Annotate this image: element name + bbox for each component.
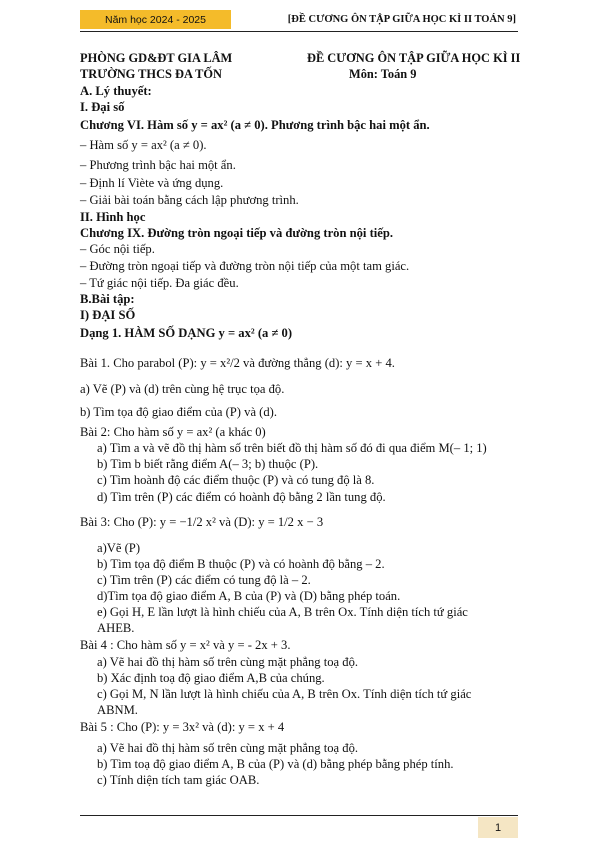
chapter-9-heading: Chương IX. Đường tròn ngoại tiếp và đường tròn nội tiếp.	[80, 226, 393, 240]
theory-item: – Góc nội tiếp.	[80, 242, 155, 256]
exercise-2-statement: Bài 2: Cho hàm số y = ax² (a khác 0)	[80, 425, 266, 439]
exercise-item: a) Tìm a và vẽ đồ thị hàm số trên biết đồ thị hàm số đó đi qua điểm M(– 1; 1)	[97, 441, 487, 455]
exercise-1-statement: Bài 1. Cho parabol (P): y = x²/2 và đường thẳng (d): y = x + 4.	[80, 356, 395, 370]
section-exercises-heading: B.Bài tập:	[80, 292, 135, 306]
document-title: ĐỀ CƯƠNG ÔN TẬP GIỮA HỌC KÌ II	[307, 51, 521, 65]
form-1-heading: Dạng 1. HÀM SỐ DẠNG y = ax² (a ≠ 0)	[80, 326, 293, 340]
page-number: 1	[478, 817, 518, 838]
theory-item: – Giải bài toán bằng cách lập phương trình.	[80, 193, 299, 207]
theory-item: – Tứ giác nội tiếp. Đa giác đều.	[80, 276, 239, 290]
exercise-item: c) Tìm trên (P) các điểm có tung độ là – 2.	[97, 573, 311, 587]
exercise-item: d) Tìm trên (P) các điểm có hoành độ bằng 2 lần tung độ.	[97, 490, 386, 504]
exercise-item: c) Tính diện tích tam giác OAB.	[97, 773, 260, 787]
exercise-item-continuation: ABNM.	[97, 703, 138, 717]
exercise-item: b) Tìm tọa độ giao điểm của (P) và (d).	[80, 405, 278, 419]
school-name: TRƯỜNG THCS ĐA TỐN	[80, 67, 222, 81]
document-tag: [ĐỀ CƯƠNG ÔN TẬP GIỮA HỌC KÌ II TOÁN 9]	[287, 14, 516, 25]
exercise-3-statement: Bài 3: Cho (P): y = −1/2 x² và (D): y = 1/2 x − 3	[80, 515, 324, 529]
exercise-item: b) Tìm tọa độ điểm B thuộc (P) và có hoành độ bằng – 2.	[97, 557, 385, 571]
header-divider	[80, 31, 518, 32]
section-geometry-heading: II. Hình học	[80, 210, 146, 224]
theory-item: – Đường tròn ngoại tiếp và đường tròn nội tiếp của một tam giác.	[80, 259, 410, 273]
footer-divider	[80, 815, 518, 816]
exercise-item: a) Vẽ hai đồ thị hàm số trên cùng mặt phẳng toạ độ.	[97, 655, 359, 669]
exercise-5-statement: Bài 5 : Cho (P): y = 3x² và (d): y = x + 4	[80, 720, 285, 734]
exercise-item: d)Tìm tọa độ giao điểm A, B của (P) và (D) bằng phép toán.	[97, 589, 401, 603]
exercise-item: a) Vẽ (P) và (d) trên cùng hệ trục tọa độ.	[80, 382, 285, 396]
school-year-label: Năm học 2024 - 2025	[80, 10, 231, 29]
exercise-item: e) Gọi H, E lần lượt là hình chiếu của A, B trên Ox. Tính diện tích tứ giác	[97, 605, 468, 619]
exercise-item: c) Tìm hoành độ các điểm thuộc (P) và có tung độ là 8.	[97, 473, 375, 487]
subject-label: Môn: Toán 9	[349, 67, 417, 81]
exercise-item: b) Tìm toạ độ giao điểm A, B của (P) và (d) bằng phép bằng phép tính.	[97, 757, 454, 771]
section-algebra-exercises: I) ĐẠI SỐ	[80, 308, 136, 322]
exercise-item: b) Xác định toạ độ giao điểm A,B của chúng.	[97, 671, 325, 685]
exercise-item-continuation: AHEB.	[97, 621, 135, 635]
exercise-item: a)Vẽ (P)	[97, 541, 141, 555]
exercise-item: a) Vẽ hai đồ thị hàm số trên cùng mặt phẳng toạ độ.	[97, 741, 359, 755]
exercise-item: b) Tìm b biết rằng điểm A(– 3; b) thuộc (P).	[97, 457, 319, 471]
section-algebra-heading: I. Đại số	[80, 100, 125, 114]
section-theory-heading: A. Lý thuyết:	[80, 84, 152, 98]
exercise-item: c) Gọi M, N lần lượt là hình chiếu của A, B trên Ox. Tính diện tích tứ giác	[97, 687, 472, 701]
theory-item: – Định lí Viète và ứng dụng.	[80, 176, 224, 190]
chapter-6-heading: Chương VI. Hàm số y = ax² (a ≠ 0). Phương trình bậc hai một ẩn.	[80, 118, 430, 132]
theory-item: – Hàm số y = ax² (a ≠ 0).	[80, 138, 207, 152]
theory-item: – Phương trình bậc hai một ẩn.	[80, 158, 236, 172]
exercise-4-statement: Bài 4 : Cho hàm số y = x² và y = - 2x + 3.	[80, 638, 291, 652]
department-name: PHÒNG GD&ĐT GIA LÂM	[80, 51, 233, 65]
page-header-bar	[80, 10, 518, 29]
